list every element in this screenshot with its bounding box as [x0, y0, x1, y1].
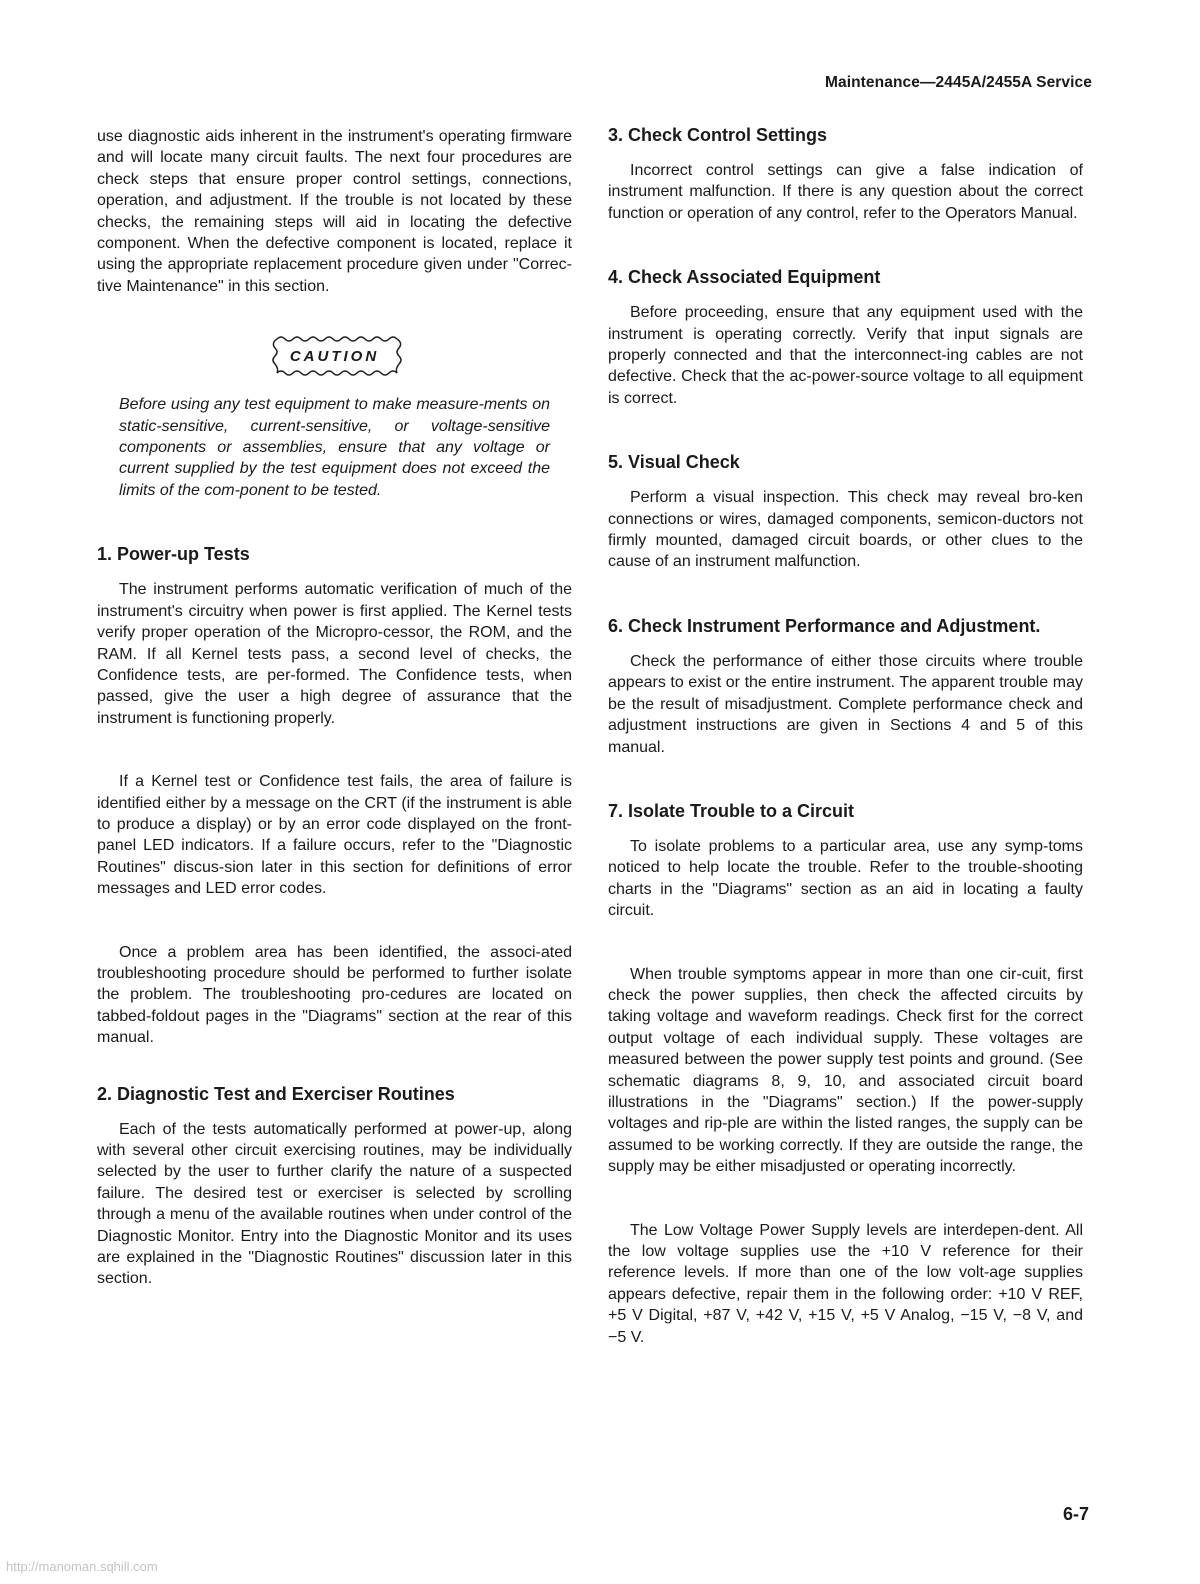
section-1-paragraph-3: Once a problem area has been identified, the associ-ated troubleshooting procedure should be performed to further isolate the problem. The troubleshooting pro-cedures are located on tabbed-foldout pages in the "Diagrams" section at the rear of this manual. — [97, 943, 572, 1047]
left-column — [97, 124, 572, 1290]
section-3-paragraph-1: Incorrect control settings can give a false indication of instrument malfunction. If there is any question about the correct function or operation of any control, refer to the Operators Manual. — [608, 162, 1083, 222]
section-7-paragraph-2: When trouble symptoms appear in more than one cir-cuit, first check the power supplies, then check the affected circuits by taking voltage and waveform readings. Check first for the correct output voltage of each individual supply. These voltages are measured between the power supply test points and ground. (See schematic diagrams 8, 9, 10, and associated circuit board illustrations in the "Diagrams" section.) If the power-supply voltages and rip-ple are within the listed ranges, the supply can be assumed to be working correctly. If they are outside the range, the supply may be either misadjusted or operating incorrectly. — [608, 965, 1083, 1176]
running-header: Maintenance—2445A/2455A Service — [824, 74, 1092, 91]
section-2-paragraph-1: Each of the tests automatically performed at power-up, along with several other circuit exercising routines, may be individually selected by the user to further clarify the nature of a suspected failure. The desired test or exerciser is selected by scrolling through a menu of the available routines when under control of the Diagnostic Monitor. Entry into the Diagnostic Monitor and its uses are explained in the "Diagnostic Routines" discussion later in this section. — [97, 1120, 572, 1288]
section-1-heading: 1. Power-up Tests — [97, 544, 250, 565]
section-7-paragraph-1: To isolate problems to a particular area, use any symp-toms noticed to help locate the trouble. Refer to the trouble-shooting charts in the "Diagrams" section as an aid in locating a faulty circuit. — [608, 837, 1083, 920]
source-watermark: http://manoman.sqhill.com — [6, 1559, 158, 1574]
caution-notice — [97, 333, 572, 501]
caution-label: CAUTION — [289, 347, 380, 365]
section-2-heading: 2. Diagnostic Test and Exerciser Routines — [97, 1083, 455, 1104]
caution-text: Before using any test equipment to make measure-ments on static-sensitive, current-sensitive, or voltage-sensitive components or assemblies, ensure that any voltage or current supplied by the test equipment does not exceed the limits of the com-ponent to be tested. — [119, 396, 550, 499]
section-7-heading: 7. Isolate Trouble to a Circuit — [608, 800, 855, 821]
section-6-paragraph-1: Check the performance of either those circuits where trouble appears to exist or the entire instrument. The apparent trouble may be the result of misadjustment. Complete performance check and adjustment instructions are given in Sections 4 and 5 of this manual. — [608, 652, 1083, 756]
section-6-heading: 6. Check Instrument Performance and Adjustment. — [608, 615, 1041, 636]
intro-paragraph: use diagnostic aids inherent in the instrument's operating firmware and will locate many circuit faults. The next four procedures are check steps that ensure proper control settings, connections, operation, and adjustment. If the trouble is not located by these checks, the remaining steps will aid in locating the defective component. When the defective component is located, replace it using the appropriate replacement procedure given under "Correc-tive Maintenance" in this section. — [97, 128, 572, 295]
section-4-paragraph-1: Before proceeding, ensure that any equipment used with the instrument is operating correctly. Verify that input signals are properly connected and that the interconnect-ing cables are not defective. Check that the ac-power-source voltage to all equipment is correct. — [608, 304, 1083, 407]
caution-box — [265, 333, 405, 379]
right-column — [608, 124, 1083, 1348]
section-7-paragraph-3: The Low Voltage Power Supply levels are interdepen-dent. All the low voltage supplies use the +10 V reference for their reference levels. If more than one of the low volt-age supplies appears defective, repair them in the following order: +10 V REF, +5 V Digital, +87 V, +42 V, +15 V, +5 V Analog, −15 V, −8 V, and −5 V. — [608, 1221, 1083, 1346]
section-3-heading: 3. Check Control Settings — [608, 125, 828, 145]
section-5-heading: 5. Visual Check — [608, 452, 740, 473]
section-5-paragraph-1: Perform a visual inspection. This check may reveal bro-ken connections or wires, damaged components, semicon-ductors not firmly mounted, damaged circuit boards, or other clues to the cause of an instrument malfunction. — [608, 489, 1083, 571]
page-number: 6-7 — [1062, 1504, 1089, 1524]
section-1-paragraph-2: If a Kernel test or Confidence test fails, the area of failure is identified either by a message on the CRT (if the instrument is able to produce a display) or by an error code displayed on the front-panel LED indicators. If a failure occurs, refer to the "Diagnostic Routines" discus-sion later in this section for definitions of error messages and LED error codes. — [97, 773, 572, 898]
section-4-heading: 4. Check Associated Equipment — [608, 267, 881, 288]
section-1-paragraph-1: The instrument performs automatic verification of much of the instrument's circuitry when power is first applied. The Kernel tests verify proper operation of the Micropro-cessor, the ROM, and the RAM. If all Kernel tests pass, a second level of checks, the Confidence tests, are per-formed. The Confidence tests, when passed, give the user a high degree of assurance that the instrument is functioning properly. — [97, 581, 572, 727]
